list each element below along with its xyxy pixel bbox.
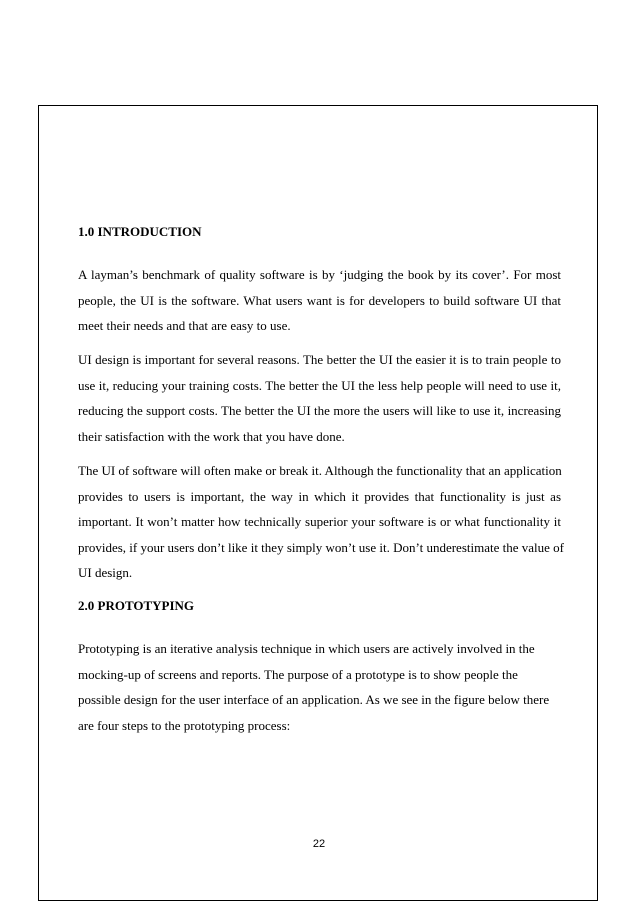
paragraph-line: mocking-up of screens and reports. The purpose of a prototype is to show people the (78, 666, 518, 682)
paragraph-line: Prototyping is an iterative analysis technique in which users are actively involved in the (78, 641, 535, 656)
paragraph-line: reducing the support costs. The better the UI the more the users will like to use it, increasing (78, 403, 561, 418)
paragraph-line: A layman’s benchmark of quality software is by ‘judging the book by its cover’. For most (78, 267, 561, 282)
intro-paragraph-3 (78, 458, 564, 586)
paragraph-line: their satisfaction with the work that you have done. (78, 428, 345, 444)
intro-paragraph-2 (78, 347, 561, 449)
prototyping-paragraph (78, 636, 561, 738)
section-heading-prototyping: 2.0 PROTOTYPING (78, 598, 195, 613)
paragraph-line: are four steps to the prototyping process: (78, 717, 291, 733)
paragraph-line: important. It won’t matter how technically superior your software is or what functionality it (78, 514, 561, 529)
paragraph-line: possible design for the user interface of an application. As we see in the figure below there (78, 692, 550, 707)
paragraph-line: provides to users is important, the way in which it provides that functionality is just as (78, 488, 561, 504)
paragraph-line: UI design is important for several reasons. The better the UI the easier it is to train people to (78, 352, 561, 367)
paragraph-line: people, the UI is the software. What users want is for developers to build software UI that (78, 292, 561, 308)
paragraph-line: use it, reducing your training costs. The better the UI the less help people will need to use it, (78, 377, 561, 393)
page-number: 22 (312, 838, 326, 850)
paragraph-line: UI design. (78, 565, 133, 580)
paragraph-line: provides, if your users don’t like it they simply won’t use it. Don’t underestimate the value of (78, 539, 564, 555)
paragraph-line: meet their needs and that are easy to use. (78, 318, 291, 333)
intro-paragraph-1 (78, 262, 561, 339)
section-heading-introduction: 1.0 INTRODUCTION (78, 224, 202, 239)
paragraph-line: The UI of software will often make or break it. Although the functionality that an application (78, 463, 562, 478)
